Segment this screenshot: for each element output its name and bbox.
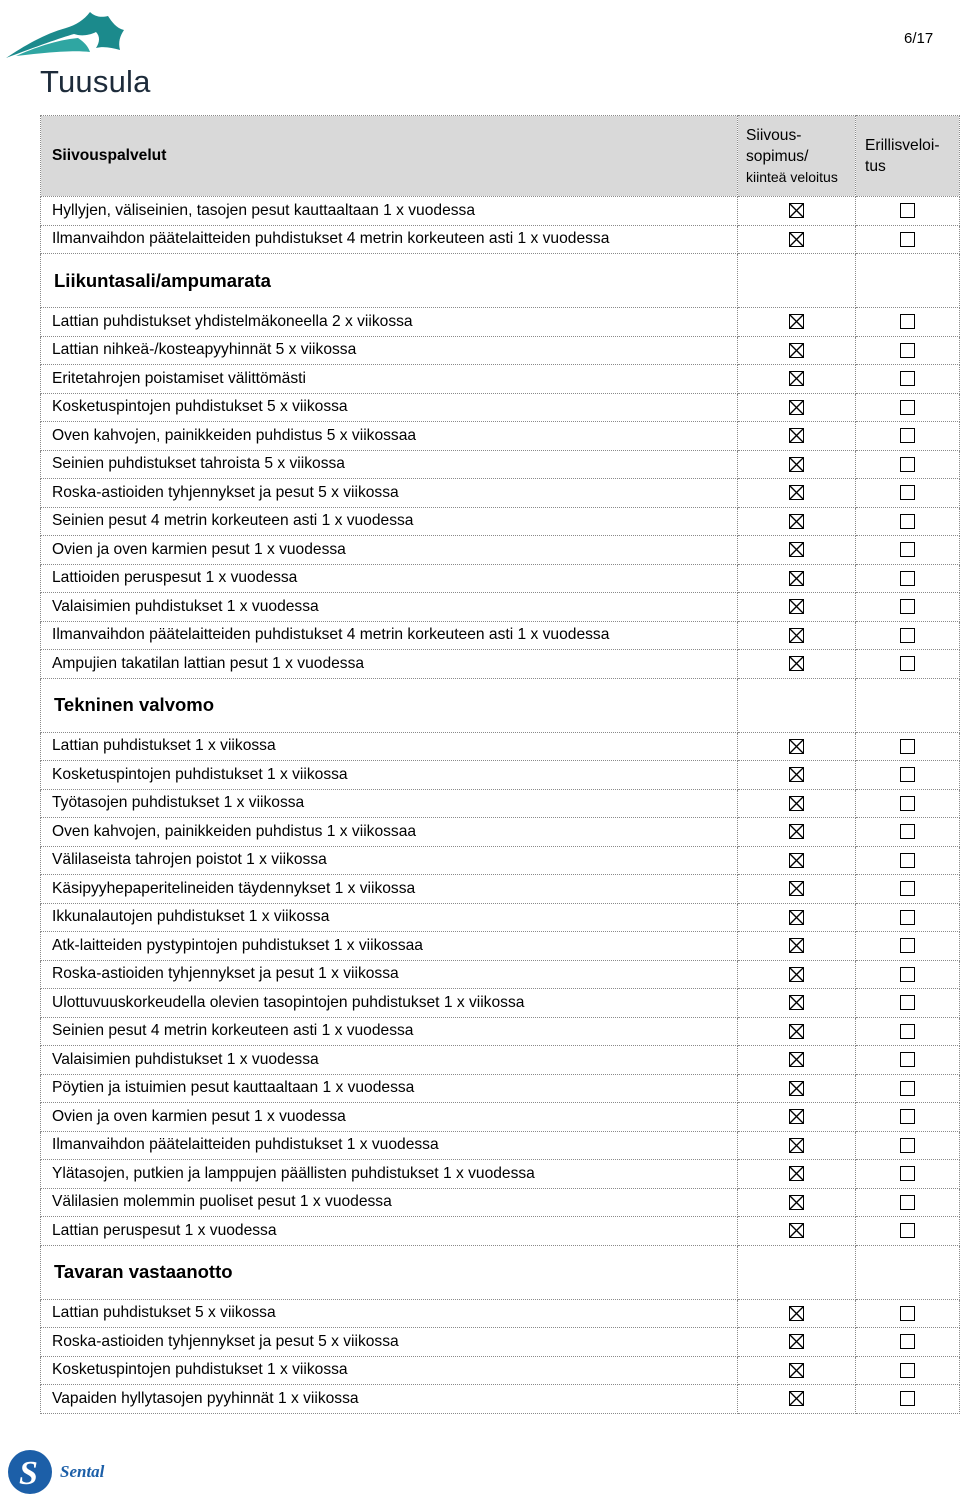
fixed-fee-checkbox-checked[interactable] bbox=[789, 853, 804, 868]
table-row bbox=[41, 308, 960, 337]
fixed-fee-checkbox-checked-cell bbox=[738, 818, 856, 847]
table-row bbox=[41, 846, 960, 875]
task-label: Seinien pesut 4 metrin korkeuteen asti 1 x vuodessa bbox=[41, 1017, 738, 1046]
extra-charge-checkbox-cell bbox=[856, 1160, 960, 1189]
task-label: Valaisimien puhdistukset 1 x vuodessa bbox=[41, 593, 738, 622]
table-row bbox=[41, 593, 960, 622]
task-label: Valaisimien puhdistukset 1 x vuodessa bbox=[41, 1046, 738, 1075]
fixed-fee-checkbox-checked[interactable] bbox=[789, 203, 804, 218]
table-row bbox=[41, 1160, 960, 1189]
fixed-fee-checkbox-checked[interactable] bbox=[789, 314, 804, 329]
extra-charge-checkbox[interactable] bbox=[900, 656, 915, 671]
extra-charge-checkbox-cell bbox=[856, 507, 960, 536]
table-row bbox=[41, 903, 960, 932]
table-row bbox=[41, 393, 960, 422]
table-row bbox=[41, 1385, 960, 1414]
fixed-fee-checkbox-checked-cell bbox=[738, 507, 856, 536]
extra-charge-checkbox[interactable] bbox=[900, 628, 915, 643]
fixed-fee-checkbox-checked-cell bbox=[738, 1017, 856, 1046]
task-label: Ovien ja oven karmien pesut 1 x vuodessa bbox=[41, 1103, 738, 1132]
fixed-fee-checkbox-checked[interactable] bbox=[789, 739, 804, 754]
extra-charge-checkbox-cell bbox=[856, 479, 960, 508]
fixed-fee-checkbox-checked[interactable] bbox=[789, 1223, 804, 1238]
table-row bbox=[41, 1074, 960, 1103]
fixed-fee-checkbox-checked-cell bbox=[738, 621, 856, 650]
extra-charge-checkbox[interactable] bbox=[900, 1306, 915, 1321]
extra-charge-checkbox-cell bbox=[856, 903, 960, 932]
leaf-icon bbox=[4, 6, 154, 66]
fixed-fee-checkbox-checked[interactable] bbox=[789, 995, 804, 1010]
extra-charge-checkbox-cell bbox=[856, 960, 960, 989]
table-row bbox=[41, 1299, 960, 1328]
table-row bbox=[41, 450, 960, 479]
fixed-fee-checkbox-checked[interactable] bbox=[789, 485, 804, 500]
extra-charge-checkbox[interactable] bbox=[900, 232, 915, 247]
fixed-fee-checkbox-checked[interactable] bbox=[789, 1024, 804, 1039]
table-row bbox=[41, 1217, 960, 1246]
table-row bbox=[41, 621, 960, 650]
extra-charge-checkbox-cell bbox=[856, 621, 960, 650]
extra-charge-checkbox-cell bbox=[856, 1131, 960, 1160]
extra-charge-checkbox-cell bbox=[856, 875, 960, 904]
extra-charge-checkbox[interactable] bbox=[900, 599, 915, 614]
section-row bbox=[41, 1245, 960, 1299]
fixed-fee-checkbox-checked[interactable] bbox=[789, 1363, 804, 1378]
cleaning-services-table bbox=[40, 115, 960, 1414]
table-row bbox=[41, 507, 960, 536]
task-label: Työtasojen puhdistukset 1 x viikossa bbox=[41, 789, 738, 818]
column-header-extra bbox=[856, 116, 960, 197]
empty-cell bbox=[856, 678, 960, 732]
fixed-fee-checkbox-checked[interactable] bbox=[789, 938, 804, 953]
extra-charge-checkbox-cell bbox=[856, 1103, 960, 1132]
column-header-fixed bbox=[738, 116, 856, 197]
fixed-fee-checkbox-checked-cell bbox=[738, 1103, 856, 1132]
task-label: Ylätasojen, putkien ja lamppujen päällisten puhdistukset 1 x vuodessa bbox=[41, 1160, 738, 1189]
extra-charge-checkbox[interactable] bbox=[900, 1195, 915, 1210]
fixed-fee-checkbox-checked[interactable] bbox=[789, 628, 804, 643]
task-label: Välilasien molemmin puoliset pesut 1 x vuodessa bbox=[41, 1188, 738, 1217]
task-label: Oven kahvojen, painikkeiden puhdistus 1 x viikossaa bbox=[41, 818, 738, 847]
empty-cell bbox=[738, 678, 856, 732]
extra-charge-checkbox-cell bbox=[856, 789, 960, 818]
task-label: Lattian puhdistukset 1 x viikossa bbox=[41, 732, 738, 761]
fixed-fee-checkbox-checked-cell bbox=[738, 650, 856, 679]
section-row bbox=[41, 678, 960, 732]
table-row bbox=[41, 650, 960, 679]
extra-charge-checkbox[interactable] bbox=[900, 767, 915, 782]
extra-charge-checkbox[interactable] bbox=[900, 739, 915, 754]
fixed-fee-checkbox-checked-cell bbox=[738, 932, 856, 961]
task-label: Roska-astioiden tyhjennykset ja pesut 5 x viikossa bbox=[41, 479, 738, 508]
task-label: Lattian peruspesut 1 x vuodessa bbox=[41, 1217, 738, 1246]
extra-charge-checkbox[interactable] bbox=[900, 824, 915, 839]
extra-charge-checkbox-cell bbox=[856, 1356, 960, 1385]
fixed-fee-checkbox-checked[interactable] bbox=[789, 967, 804, 982]
task-label: Oven kahvojen, painikkeiden puhdistus 5 x viikossaa bbox=[41, 422, 738, 451]
extra-charge-checkbox[interactable] bbox=[900, 853, 915, 868]
extra-charge-checkbox[interactable] bbox=[900, 1109, 915, 1124]
extra-charge-checkbox-cell bbox=[856, 1188, 960, 1217]
extra-charge-checkbox[interactable] bbox=[900, 314, 915, 329]
extra-charge-checkbox[interactable] bbox=[900, 1024, 915, 1039]
fixed-fee-checkbox-checked[interactable] bbox=[789, 232, 804, 247]
fixed-fee-checkbox-checked-cell bbox=[738, 1217, 856, 1246]
fixed-fee-checkbox-checked-cell bbox=[738, 225, 856, 254]
extra-charge-checkbox[interactable] bbox=[900, 881, 915, 896]
table-row bbox=[41, 875, 960, 904]
extra-charge-checkbox-cell bbox=[856, 1217, 960, 1246]
extra-charge-checkbox[interactable] bbox=[900, 1363, 915, 1378]
table-row bbox=[41, 932, 960, 961]
fixed-fee-checkbox-checked-cell bbox=[738, 1074, 856, 1103]
extra-charge-checkbox-cell bbox=[856, 932, 960, 961]
fixed-fee-checkbox-checked-cell bbox=[738, 393, 856, 422]
table-row bbox=[41, 536, 960, 565]
extra-charge-checkbox[interactable] bbox=[900, 1334, 915, 1349]
fixed-fee-checkbox-checked[interactable] bbox=[789, 1138, 804, 1153]
extra-charge-checkbox[interactable] bbox=[900, 457, 915, 472]
table-row bbox=[41, 1328, 960, 1357]
fixed-fee-checkbox-checked-cell bbox=[738, 1188, 856, 1217]
extra-charge-checkbox-cell bbox=[856, 732, 960, 761]
task-label: Ulottuvuuskorkeudella olevien tasopintojen puhdistukset 1 x viikossa bbox=[41, 989, 738, 1018]
table-row bbox=[41, 789, 960, 818]
empty-cell bbox=[738, 1245, 856, 1299]
extra-charge-checkbox-cell bbox=[856, 1299, 960, 1328]
sental-logo bbox=[6, 1447, 136, 1497]
sental-logo-text: Sental bbox=[60, 1462, 105, 1481]
extra-charge-checkbox-cell bbox=[856, 197, 960, 226]
fixed-fee-checkbox-checked-cell bbox=[738, 450, 856, 479]
table-row bbox=[41, 422, 960, 451]
table-row bbox=[41, 960, 960, 989]
extra-charge-checkbox-cell bbox=[856, 536, 960, 565]
task-label: Lattioiden peruspesut 1 x vuodessa bbox=[41, 564, 738, 593]
fixed-fee-checkbox-checked-cell bbox=[738, 536, 856, 565]
extra-charge-checkbox[interactable] bbox=[900, 796, 915, 811]
empty-cell bbox=[738, 254, 856, 308]
fixed-fee-checkbox-checked[interactable] bbox=[789, 457, 804, 472]
extra-charge-checkbox[interactable] bbox=[900, 514, 915, 529]
extra-charge-checkbox-cell bbox=[856, 1017, 960, 1046]
table-row bbox=[41, 1103, 960, 1132]
table-row bbox=[41, 365, 960, 394]
task-label: Kosketuspintojen puhdistukset 5 x viikossa bbox=[41, 393, 738, 422]
task-label: Ovien ja oven karmien pesut 1 x vuodessa bbox=[41, 536, 738, 565]
fixed-fee-checkbox-checked-cell bbox=[738, 1131, 856, 1160]
table-row bbox=[41, 1188, 960, 1217]
table-row bbox=[41, 818, 960, 847]
extra-charge-checkbox-cell bbox=[856, 365, 960, 394]
section-heading: Tavaran vastaanotto bbox=[41, 1245, 738, 1299]
fixed-fee-checkbox-checked[interactable] bbox=[789, 343, 804, 358]
fixed-fee-checkbox-checked[interactable] bbox=[789, 514, 804, 529]
fixed-fee-checkbox-checked-cell bbox=[738, 960, 856, 989]
fixed-fee-checkbox-checked-cell bbox=[738, 564, 856, 593]
fixed-fee-checkbox-checked[interactable] bbox=[789, 824, 804, 839]
column-header-extra-line1: Erillisveloi- bbox=[865, 137, 940, 154]
table-row bbox=[41, 479, 960, 508]
extra-charge-checkbox[interactable] bbox=[900, 485, 915, 500]
extra-charge-checkbox[interactable] bbox=[900, 938, 915, 953]
fixed-fee-checkbox-checked[interactable] bbox=[789, 371, 804, 386]
extra-charge-checkbox[interactable] bbox=[900, 542, 915, 557]
table-row bbox=[41, 1046, 960, 1075]
fixed-fee-checkbox-checked-cell bbox=[738, 593, 856, 622]
fixed-fee-checkbox-checked[interactable] bbox=[789, 1334, 804, 1349]
fixed-fee-checkbox-checked[interactable] bbox=[789, 1195, 804, 1210]
task-label: Käsipyyhepaperitelineiden täydennykset 1 x viikossa bbox=[41, 875, 738, 904]
fixed-fee-checkbox-checked[interactable] bbox=[789, 1391, 804, 1406]
column-header-fixed-line1: Siivous- bbox=[746, 126, 802, 144]
column-header-fixed-line3: kiinteä veloitus bbox=[746, 168, 838, 185]
column-header-fixed-line2: sopimus/ bbox=[746, 147, 809, 165]
task-label: Eritetahrojen poistamiset välittömästi bbox=[41, 365, 738, 394]
task-label: Lattian nihkeä-/kosteapyyhinnät 5 x viikossa bbox=[41, 336, 738, 365]
extra-charge-checkbox-cell bbox=[856, 393, 960, 422]
extra-charge-checkbox-cell bbox=[856, 650, 960, 679]
extra-charge-checkbox-cell bbox=[856, 846, 960, 875]
fixed-fee-checkbox-checked-cell bbox=[738, 1328, 856, 1357]
logo-text: Tuusula bbox=[40, 64, 151, 99]
task-label: Hyllyjen, väliseinien, tasojen pesut kauttaaltaan 1 x vuodessa bbox=[41, 197, 738, 226]
task-label: Lattian puhdistukset 5 x viikossa bbox=[41, 1299, 738, 1328]
table-row bbox=[41, 989, 960, 1018]
task-label: Välilaseista tahrojen poistot 1 x viikossa bbox=[41, 846, 738, 875]
extra-charge-checkbox[interactable] bbox=[900, 1052, 915, 1067]
extra-charge-checkbox[interactable] bbox=[900, 910, 915, 925]
fixed-fee-checkbox-checked[interactable] bbox=[789, 542, 804, 557]
fixed-fee-checkbox-checked-cell bbox=[738, 1385, 856, 1414]
table-row bbox=[41, 197, 960, 226]
extra-charge-checkbox-cell bbox=[856, 989, 960, 1018]
table-row bbox=[41, 225, 960, 254]
table-row bbox=[41, 336, 960, 365]
section-row bbox=[41, 254, 960, 308]
fixed-fee-checkbox-checked-cell bbox=[738, 903, 856, 932]
page-number: 6/17 bbox=[904, 30, 934, 47]
fixed-fee-checkbox-checked[interactable] bbox=[789, 767, 804, 782]
extra-charge-checkbox[interactable] bbox=[900, 371, 915, 386]
extra-charge-checkbox-cell bbox=[856, 593, 960, 622]
extra-charge-checkbox-cell bbox=[856, 761, 960, 790]
fixed-fee-checkbox-checked[interactable] bbox=[789, 1306, 804, 1321]
table-row bbox=[41, 761, 960, 790]
task-label: Ikkunalautojen puhdistukset 1 x viikossa bbox=[41, 903, 738, 932]
extra-charge-checkbox[interactable] bbox=[900, 571, 915, 586]
fixed-fee-checkbox-checked[interactable] bbox=[789, 428, 804, 443]
fixed-fee-checkbox-checked-cell bbox=[738, 336, 856, 365]
task-label: Vapaiden hyllytasojen pyyhinnät 1 x viikossa bbox=[41, 1385, 738, 1414]
extra-charge-checkbox[interactable] bbox=[900, 343, 915, 358]
task-label: Ilmanvaihdon päätelaitteiden puhdistukset 4 metrin korkeuteen asti 1 x vuodessa bbox=[41, 621, 738, 650]
section-heading: Tekninen valvomo bbox=[41, 678, 738, 732]
extra-charge-checkbox[interactable] bbox=[900, 428, 915, 443]
fixed-fee-checkbox-checked-cell bbox=[738, 422, 856, 451]
extra-charge-checkbox[interactable] bbox=[900, 967, 915, 982]
fixed-fee-checkbox-checked-cell bbox=[738, 846, 856, 875]
table-row bbox=[41, 732, 960, 761]
extra-charge-checkbox-cell bbox=[856, 564, 960, 593]
extra-charge-checkbox[interactable] bbox=[900, 995, 915, 1010]
fixed-fee-checkbox-checked-cell bbox=[738, 197, 856, 226]
task-label: Ilmanvaihdon päätelaitteiden puhdistukset 4 metrin korkeuteen asti 1 x vuodessa bbox=[41, 225, 738, 254]
fixed-fee-checkbox-checked-cell bbox=[738, 1046, 856, 1075]
extra-charge-checkbox-cell bbox=[856, 1074, 960, 1103]
extra-charge-checkbox-cell bbox=[856, 422, 960, 451]
task-label: Pöytien ja istuimien pesut kauttaaltaan 1 x vuodessa bbox=[41, 1074, 738, 1103]
table-row bbox=[41, 1017, 960, 1046]
fixed-fee-checkbox-checked[interactable] bbox=[789, 571, 804, 586]
table-row bbox=[41, 564, 960, 593]
extra-charge-checkbox-cell bbox=[856, 450, 960, 479]
fixed-fee-checkbox-checked-cell bbox=[738, 365, 856, 394]
task-label: Roska-astioiden tyhjennykset ja pesut 1 x viikossa bbox=[41, 960, 738, 989]
fixed-fee-checkbox-checked-cell bbox=[738, 1160, 856, 1189]
task-label: Lattian puhdistukset yhdistelmäkoneella 2 x viikossa bbox=[41, 308, 738, 337]
fixed-fee-checkbox-checked[interactable] bbox=[789, 656, 804, 671]
fixed-fee-checkbox-checked[interactable] bbox=[789, 1109, 804, 1124]
task-label: Ampujien takatilan lattian pesut 1 x vuodessa bbox=[41, 650, 738, 679]
task-label: Kosketuspintojen puhdistukset 1 x viikossa bbox=[41, 761, 738, 790]
table-title: Siivouspalvelut bbox=[41, 116, 738, 197]
svg-text:S: S bbox=[19, 1455, 38, 1492]
extra-charge-checkbox[interactable] bbox=[900, 203, 915, 218]
empty-cell bbox=[856, 1245, 960, 1299]
extra-charge-checkbox[interactable] bbox=[900, 1081, 915, 1096]
extra-charge-checkbox[interactable] bbox=[900, 1391, 915, 1406]
extra-charge-checkbox-cell bbox=[856, 225, 960, 254]
extra-charge-checkbox-cell bbox=[856, 1385, 960, 1414]
empty-cell bbox=[856, 254, 960, 308]
extra-charge-checkbox[interactable] bbox=[900, 1166, 915, 1181]
table-row bbox=[41, 1131, 960, 1160]
extra-charge-checkbox-cell bbox=[856, 1046, 960, 1075]
tuusula-logo bbox=[4, 6, 154, 99]
section-heading: Liikuntasali/ampumarata bbox=[41, 254, 738, 308]
task-label: Ilmanvaihdon päätelaitteiden puhdistukset 1 x vuodessa bbox=[41, 1131, 738, 1160]
task-label: Kosketuspintojen puhdistukset 1 x viikossa bbox=[41, 1356, 738, 1385]
table-row bbox=[41, 1356, 960, 1385]
fixed-fee-checkbox-checked-cell bbox=[738, 989, 856, 1018]
extra-charge-checkbox-cell bbox=[856, 818, 960, 847]
fixed-fee-checkbox-checked-cell bbox=[738, 875, 856, 904]
fixed-fee-checkbox-checked[interactable] bbox=[789, 1081, 804, 1096]
task-label: Seinien pesut 4 metrin korkeuteen asti 1 x vuodessa bbox=[41, 507, 738, 536]
task-label: Seinien puhdistukset tahroista 5 x viikossa bbox=[41, 450, 738, 479]
extra-charge-checkbox-cell bbox=[856, 1328, 960, 1357]
extra-charge-checkbox[interactable] bbox=[900, 1138, 915, 1153]
fixed-fee-checkbox-checked[interactable] bbox=[789, 400, 804, 415]
table-header-row bbox=[41, 116, 960, 197]
fixed-fee-checkbox-checked[interactable] bbox=[789, 1052, 804, 1067]
task-label: Roska-astioiden tyhjennykset ja pesut 5 x viikossa bbox=[41, 1328, 738, 1357]
extra-charge-checkbox-cell bbox=[856, 336, 960, 365]
extra-charge-checkbox-cell bbox=[856, 308, 960, 337]
fixed-fee-checkbox-checked[interactable] bbox=[789, 599, 804, 614]
column-header-extra-line2: tus bbox=[865, 158, 886, 175]
fixed-fee-checkbox-checked-cell bbox=[738, 732, 856, 761]
fixed-fee-checkbox-checked-cell bbox=[738, 1299, 856, 1328]
extra-charge-checkbox[interactable] bbox=[900, 400, 915, 415]
fixed-fee-checkbox-checked-cell bbox=[738, 479, 856, 508]
fixed-fee-checkbox-checked-cell bbox=[738, 761, 856, 790]
fixed-fee-checkbox-checked[interactable] bbox=[789, 796, 804, 811]
fixed-fee-checkbox-checked[interactable] bbox=[789, 910, 804, 925]
fixed-fee-checkbox-checked-cell bbox=[738, 789, 856, 818]
fixed-fee-checkbox-checked-cell bbox=[738, 308, 856, 337]
task-label: Atk-laitteiden pystypintojen puhdistukset 1 x viikossaa bbox=[41, 932, 738, 961]
extra-charge-checkbox[interactable] bbox=[900, 1223, 915, 1238]
fixed-fee-checkbox-checked[interactable] bbox=[789, 881, 804, 896]
fixed-fee-checkbox-checked-cell bbox=[738, 1356, 856, 1385]
fixed-fee-checkbox-checked[interactable] bbox=[789, 1166, 804, 1181]
